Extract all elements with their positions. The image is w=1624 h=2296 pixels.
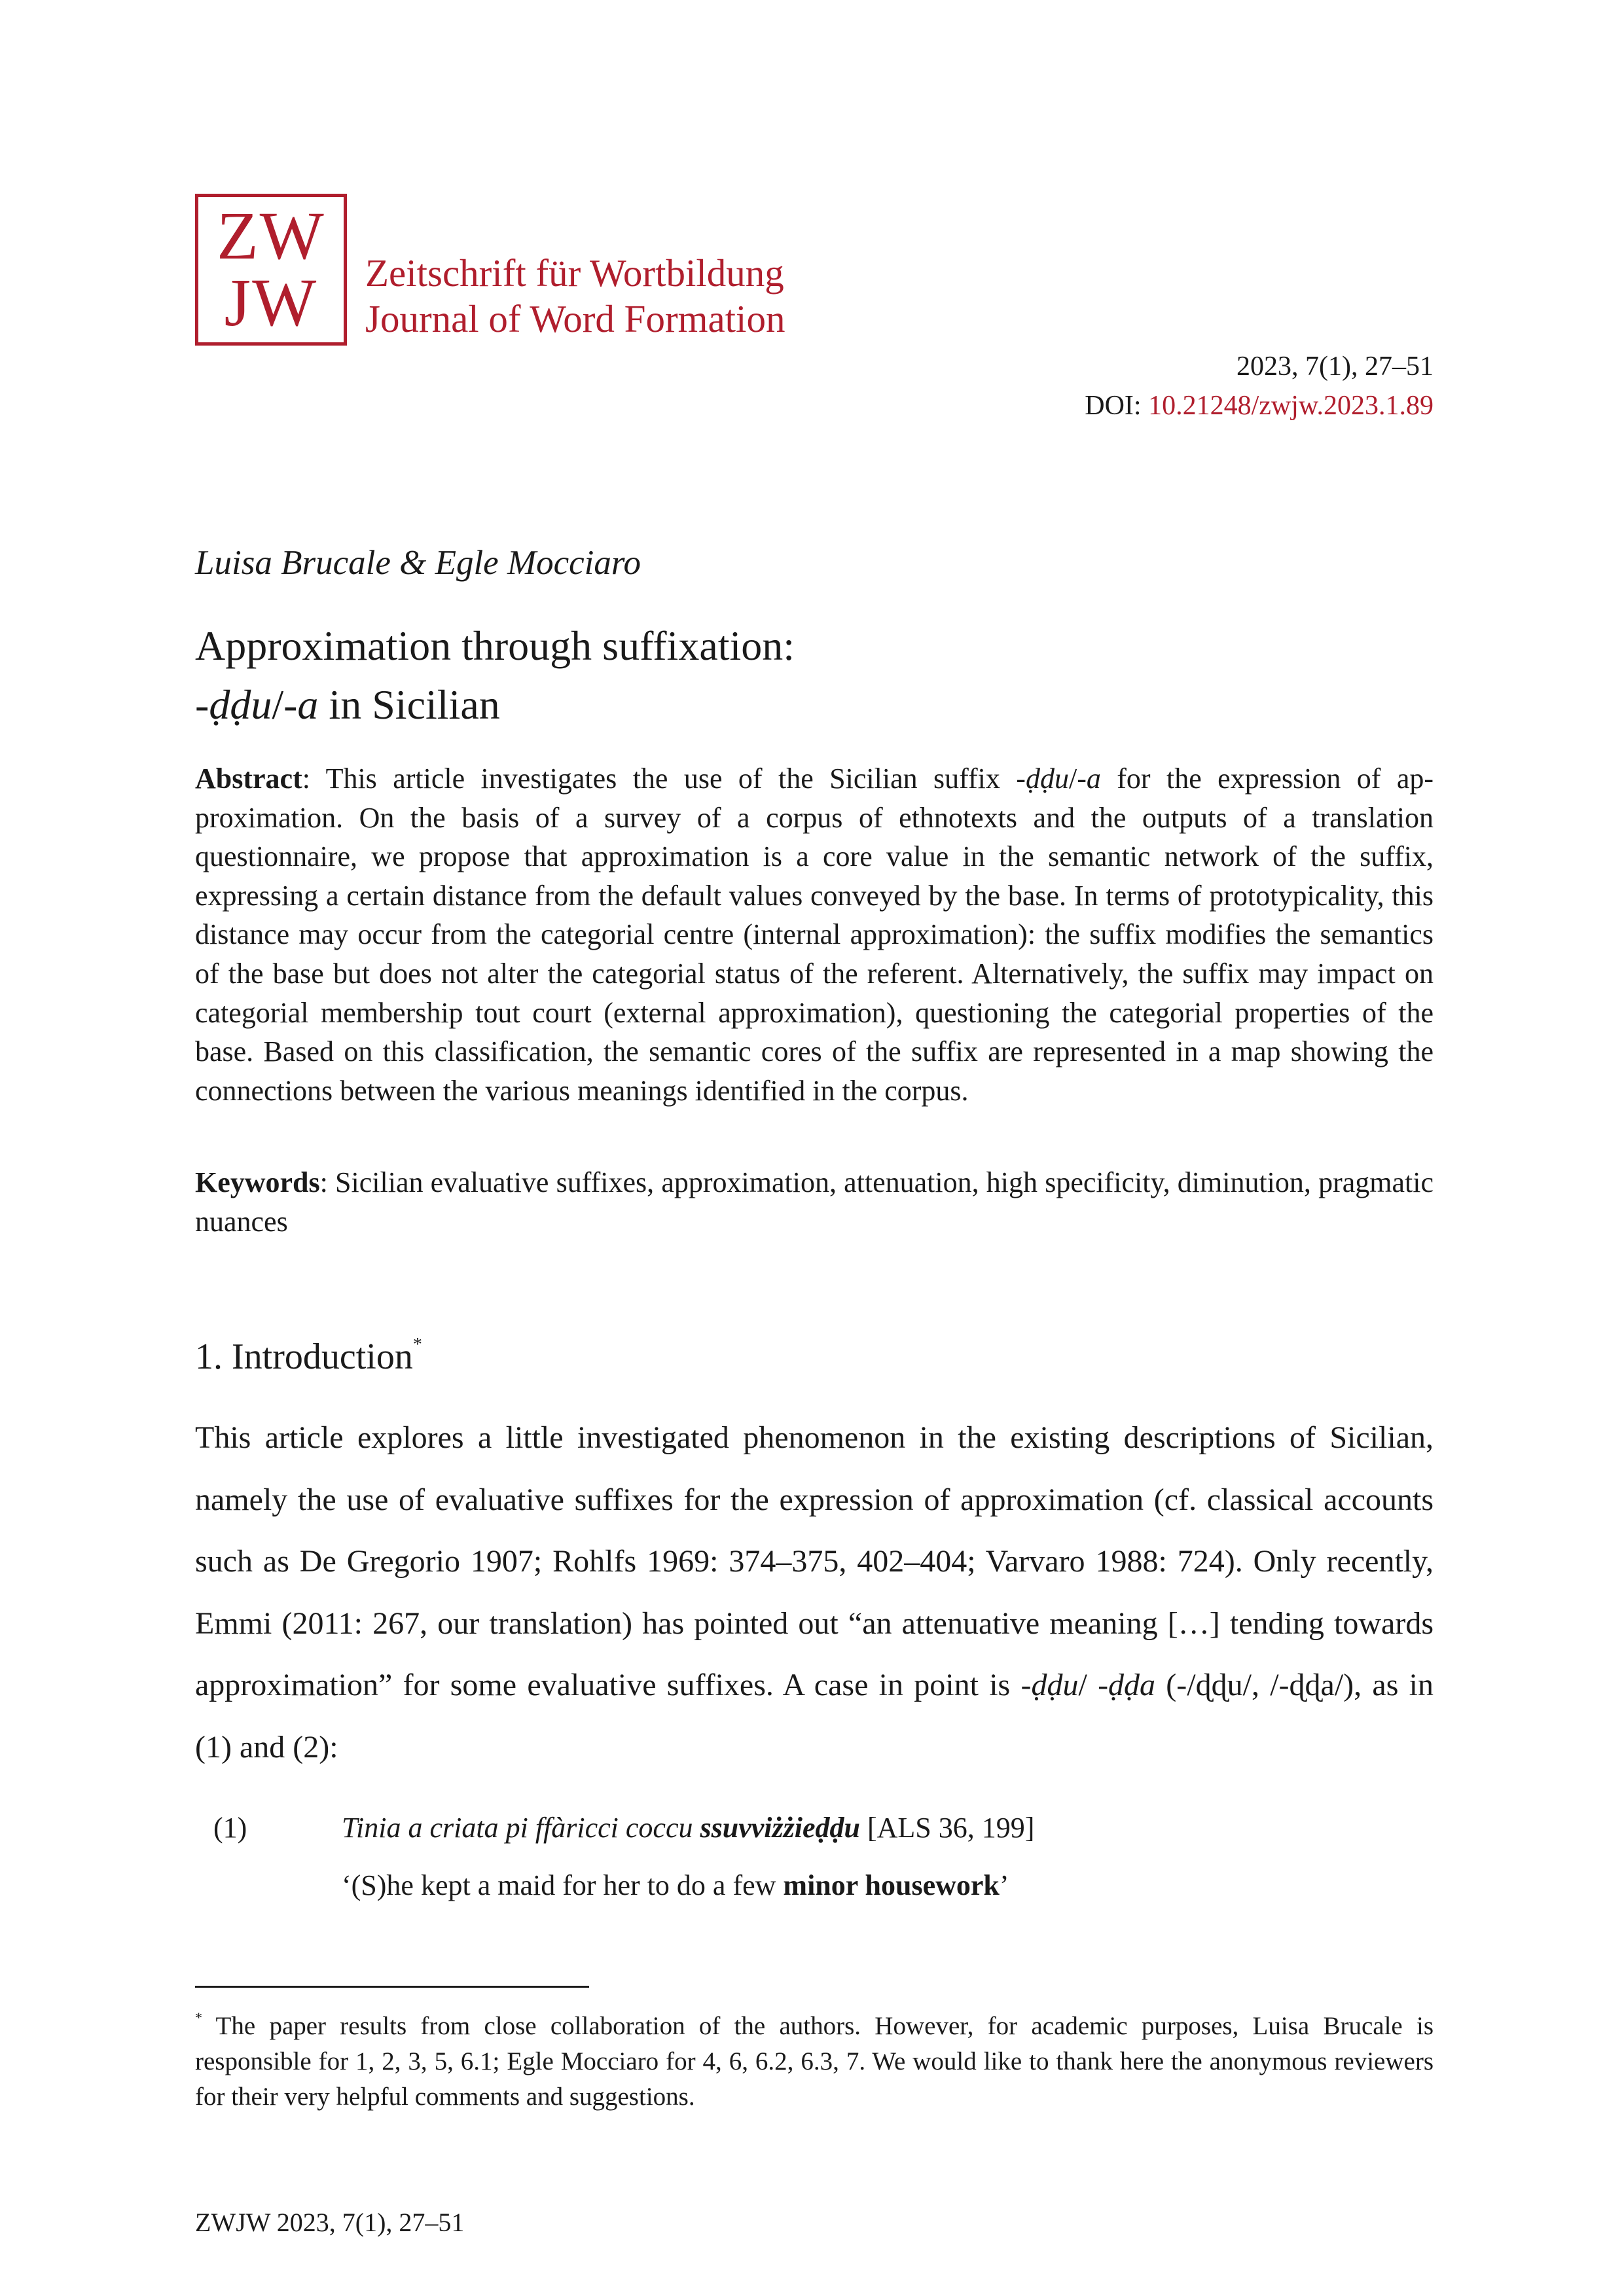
doi-label: DOI:	[1085, 391, 1149, 421]
article-title-line2	[195, 675, 1439, 734]
example-number: (1)	[213, 1812, 247, 1844]
abstract-text-start: : This article investigates the use of the Sicilian suffix	[302, 762, 1017, 795]
keywords-text: : Sicilian evaluative suffixes, approximation, attenuation, high specificity, diminution, pragmatic nuances	[195, 1166, 1434, 1238]
example-source	[342, 1811, 1034, 1844]
example-source-text: Tinia a criata pi ffàricci coccu	[342, 1812, 700, 1844]
abstract-suffix: -ḍḍu	[1016, 762, 1069, 795]
example-gloss	[342, 1869, 1009, 1902]
doi-line	[1085, 386, 1434, 425]
intro-separator: /	[1078, 1668, 1098, 1702]
section-heading-text: 1. Introduction	[195, 1336, 413, 1377]
doi-link[interactable]: 10.21248/zwjw.2023.1.89	[1148, 391, 1434, 421]
abstract-label: Abstract	[195, 762, 302, 795]
intro-paragraph	[195, 1407, 1434, 1778]
journal-name-german: Zeitschrift für Wortbildung	[365, 251, 784, 295]
title-suffix: -ḍḍu	[195, 681, 272, 728]
page-footer: ZWJW 2023, 7(1), 27–51	[195, 2208, 465, 2237]
intro-text-start: This article explores a little investigated phenomenon in the existing descriptions of Sicilian, namely the use of evaluative suffixes for the expression of approximation (cf. classical accounts such as De Gregorio 1907; Rohlfs 1969: 374–375, 402–404; Varvaro 1988: 724). Only recently, Emmi (2011: 267, our translation) has pointed out “an attenuative meaning […] tending towards approximation” for some evaluative suffixes. A case in point is	[195, 1420, 1434, 1702]
journal-logo	[195, 194, 347, 346]
footnote-marker: *	[195, 2009, 202, 2026]
title-rest: in Sicilian	[318, 681, 500, 728]
intro-text-end: (-/ɖɖu/, /-ɖɖa/), as in (1) and (2):	[195, 1668, 1434, 1765]
title-suffix-feminine: -a	[283, 681, 319, 728]
logo-text-top: ZW	[217, 198, 325, 274]
title-separator: /	[272, 681, 284, 728]
footnote-divider	[195, 1986, 589, 1988]
example-gloss-close: ’	[999, 1869, 1009, 1901]
keywords	[195, 1163, 1434, 1241]
example-gloss-text: ‘(S)he kept a maid for her to do a few	[342, 1869, 784, 1901]
abstract	[195, 759, 1434, 1110]
authors: Luisa Brucale & Egle Mocciaro	[195, 544, 641, 582]
intro-suffix-feminine: -ḍḍa	[1098, 1668, 1156, 1702]
citation-info: 2023, 7(1), 27–51	[1236, 351, 1434, 382]
keywords-label: Keywords	[195, 1166, 320, 1198]
example-source-highlight: ssuvviżżieḍḍu	[700, 1812, 860, 1844]
abstract-separator: /	[1068, 762, 1077, 795]
intro-suffix: -ḍḍu	[1020, 1668, 1079, 1702]
abstract-suffix-feminine: -a	[1077, 762, 1101, 795]
footnote	[195, 2000, 1434, 2115]
article-title-line1: Approximation through suffixation:	[195, 622, 795, 669]
footnote-text: The paper results from close collaboration of the authors. However, for academic purposes, Luisa Brucale is responsible for 1, 2, 3, 5, 6.1; Egle Mocciaro for 4, 6, 6.2, 6.3, 7. We would like to thank here the anonymous reviewers for their very helpful comments and suggestions.	[195, 2012, 1434, 2111]
section-heading-introduction	[195, 1322, 422, 1380]
example-gloss-highlight: minor housework	[783, 1869, 1000, 1901]
journal-name-english: Journal of Word Formation	[365, 297, 785, 340]
logo-text-bottom: JW	[224, 265, 318, 340]
abstract-text-rest: for the expression of approximation. On the basis of a survey of a corpus of ethnotexts and the outputs of a translation questionnaire, we propose that approximation is a core value in the semantic network of the suffix, expressing a certain distance from the default values conveyed by the base. In terms of prototypicality, this distance may occur from the categorial centre (internal approximation): the suffix modifies the semantics of the base but does not alter the categorial status of the referent. Alternatively, the suffix may impact on categorial membership tout court (external approximation), questioning the categorial properties of the base. Based on this classification, the semantic cores of the suffix are represented in a map showing the connections between the various meanings identified in the corpus.	[195, 762, 1434, 1107]
example-source-reference: [ALS 36, 199]	[859, 1812, 1035, 1844]
footnote-reference[interactable]: *	[412, 1335, 422, 1355]
